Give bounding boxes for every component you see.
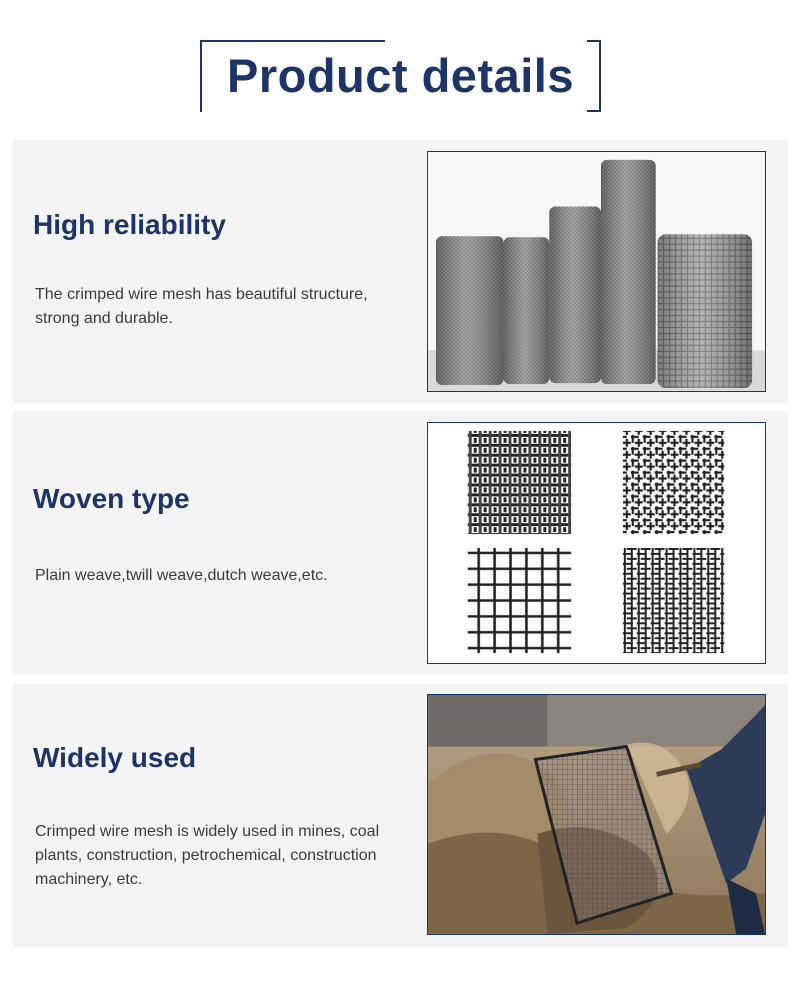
- section-description: The crimped wire mesh has beautiful structure, strong and durable.: [35, 286, 368, 327]
- section-woven-type: [13, 411, 788, 674]
- wire-mesh-rolls-image: [427, 151, 766, 392]
- section-title: Widely used: [33, 742, 197, 773]
- section-title: Woven type: [33, 483, 190, 514]
- header: [200, 40, 601, 112]
- sand-sieving-image: [427, 694, 766, 935]
- section-description: Plain weave,twill weave,dutch weave,etc.: [35, 567, 328, 584]
- section-high-reliability: [13, 140, 788, 403]
- section-description: Crimped wire mesh is widely used in mines, coal plants, construction, petrochemical, construction machinery, etc.: [35, 823, 380, 888]
- section-widely-used: [13, 684, 788, 947]
- section-title: High reliability: [33, 209, 226, 240]
- weave-patterns-image: [427, 422, 766, 664]
- page-title: Product details: [226, 49, 574, 102]
